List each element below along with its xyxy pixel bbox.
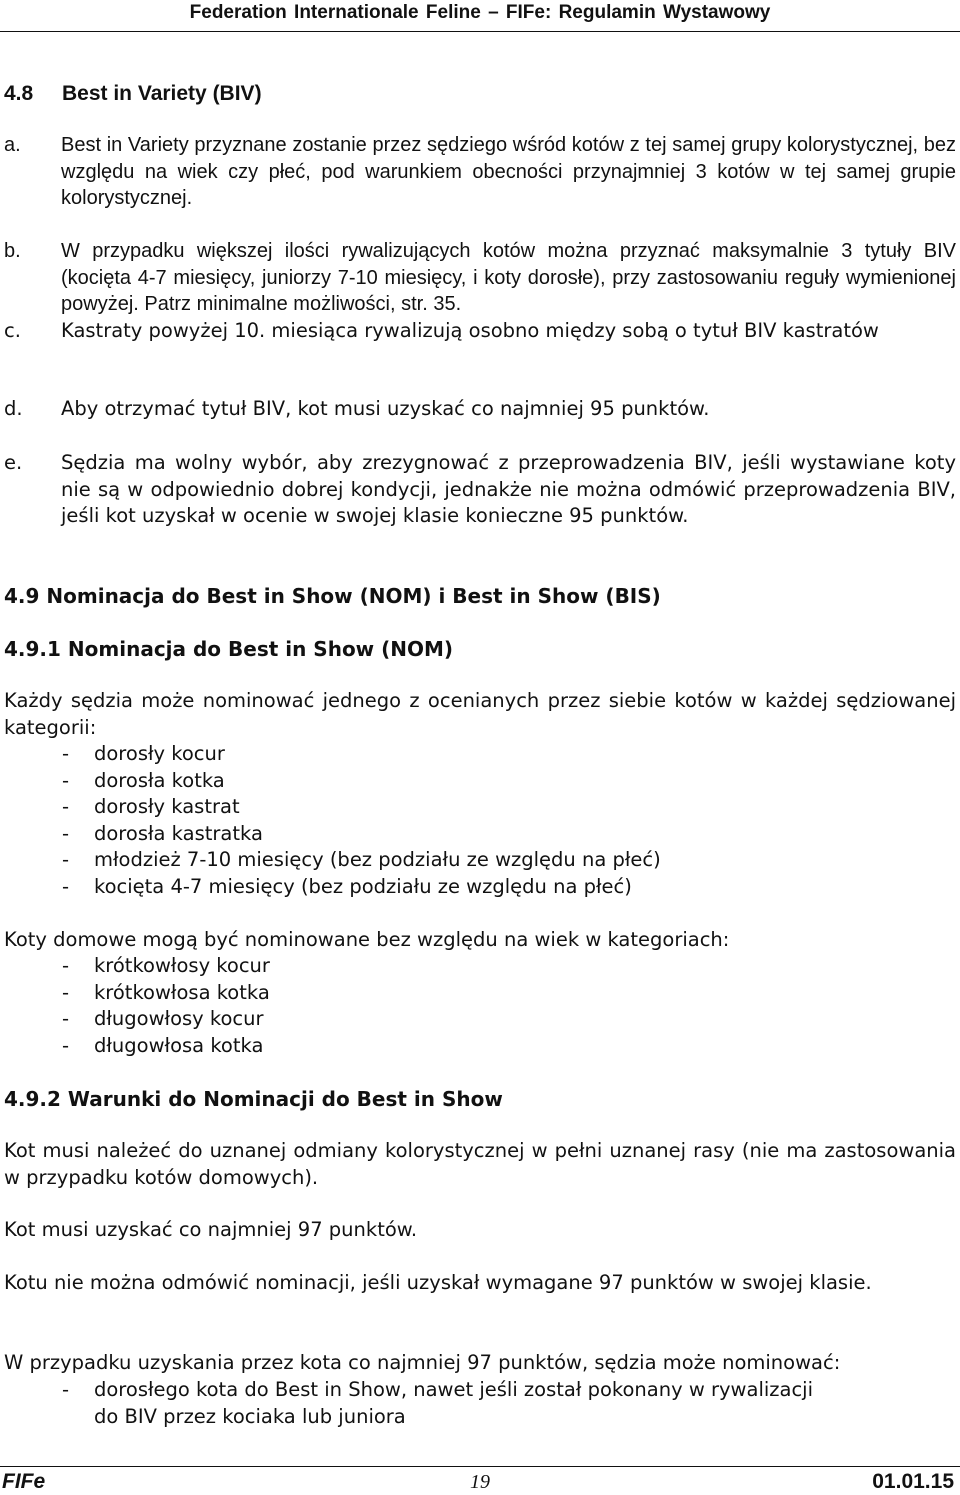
list-item [62, 980, 942, 1007]
category-text: dorosły kastrat [94, 795, 240, 818]
item-text: dorosłego kota do Best in Show, nawet jeśli został pokonany w rywalizacji do BIV przez kociaka lub juniora [94, 1378, 814, 1428]
paragraph: W przypadku uzyskania przez kota co najmniej 97 punktów, sędzia może nominować: [4, 1351, 841, 1374]
item-text: W przypadku większej ilości rywalizujących kotów można przyznać maksymalnie 3 tytuły BIV (kocięta 4-7 miesięcy, juniorzy 7-10 miesięcy, i koty dorosłe), przy zastosowaniu reguły wymienionej powyżej. Patrz minimalne możliwości, str. 35. [61, 240, 956, 315]
list-item-c [4, 318, 956, 345]
domestic-intro: Koty domowe mogą być nominowane bez względu na wiek w kategoriach: [4, 928, 730, 951]
category-text: długowłosa kotka [94, 1033, 264, 1057]
category-text: dorosła kastratka [94, 821, 263, 845]
section-4-9-2-heading: 4.9.2 Warunki do Nominacji do Best in Show [4, 1087, 503, 1111]
category-text: dorosły kocur [94, 742, 225, 765]
nominations-intro: Każdy sędzia może nominować jednego z ocenianych przez siebie kotów w każdej sędziowanej kategorii: [4, 689, 956, 739]
dash-bullet: - [62, 1378, 70, 1401]
dash-bullet: - [62, 1033, 70, 1057]
paragraph: Kot musi uzyskać co najmniej 97 punktów. [4, 1218, 418, 1241]
list-item [62, 794, 942, 821]
dash-bullet: - [62, 768, 70, 792]
page-number: 19 [470, 1471, 490, 1493]
header-divider [0, 31, 960, 32]
section-4-9-1-heading: 4.9.1 Nominacja do Best in Show (NOM) [4, 637, 454, 661]
list-item [62, 874, 942, 901]
page-footer [0, 1469, 960, 1495]
item-text: Best in Variety przyznane zostanie przez sędziego wśród kotów z tej samej grupy kolorystycznej, bez względu na wiek czy płeć, pod warunkiem obecności przynajmniej 3 kotów w tej samej grupie kolorystycznej. [61, 134, 956, 209]
list-item [62, 1033, 942, 1060]
item-text: Aby otrzymać tytuł BIV, kot musi uzyskać co najmniej 95 punktów. [61, 397, 710, 420]
dash-bullet: - [62, 1007, 70, 1030]
dash-bullet: - [62, 848, 70, 871]
section-number: 4.8 [4, 82, 34, 105]
category-text: kocięta 4-7 miesięcy (bez podziału ze względu na płeć) [94, 874, 632, 898]
list-item-a [4, 132, 956, 212]
dash-bullet: - [62, 742, 70, 765]
item-label: b. [4, 240, 21, 262]
list-item [62, 1006, 942, 1033]
paragraph: Kotu nie można odmówić nominacji, jeśli uzyskał wymagane 97 punktów w swojej klasie. [4, 1271, 872, 1294]
domestic-category-list [62, 953, 942, 1059]
list-item [62, 953, 942, 980]
footer-divider [0, 1466, 960, 1467]
section-title: Best in Variety (BIV) [62, 82, 262, 105]
category-text: krótkowłosa kotka [94, 980, 270, 1004]
dash-bullet: - [62, 954, 70, 977]
dash-bullet: - [62, 874, 70, 898]
list-item [62, 1377, 822, 1430]
category-text: młodzież 7-10 miesięcy (bez podziału ze względu na płeć) [94, 848, 661, 871]
list-item-d [4, 396, 956, 423]
paragraph: Kot musi należeć do uznanej odmiany kolorystycznej w pełni uznanej rasy (nie ma zastosowania w przypadku kotów domowych). [4, 1139, 956, 1189]
item-text: Sędzia ma wolny wybór, aby zrezygnować z przeprowadzenia BIV, jeśli wystawiane koty nie są w odpowiednio dobrej kondycji, jednakże nie można odmówić przeprowadzenia BIV, jeśli kot uzyskał w ocenie w swojej klasie konieczne 95 punktów. [61, 451, 956, 527]
footer-date: 01.01.15 [872, 1470, 954, 1493]
item-label: e. [4, 451, 23, 474]
category-text: długowłosy kocur [94, 1007, 264, 1030]
list-item-e [4, 450, 956, 530]
item-label: a. [4, 134, 21, 156]
page-header: Federation Internationale Feline – FIFe: Regulamin Wystawowy [189, 2, 771, 23]
list-item [62, 768, 942, 795]
list-item [62, 847, 942, 874]
list-item [62, 741, 942, 768]
dash-bullet: - [62, 795, 70, 818]
dash-bullet: - [62, 980, 70, 1004]
item-text: Kastraty powyżej 10. miesiąca rywalizują osobno między sobą o tytuł BIV kastratów [61, 319, 879, 342]
list-item-b [4, 238, 956, 318]
category-text: krótkowłosy kocur [94, 954, 270, 977]
section-4-9-heading: 4.9 Nominacja do Best in Show (NOM) i Best in Show (BIS) [4, 584, 661, 608]
nomination-list [62, 1377, 822, 1430]
item-label: c. [4, 319, 21, 342]
list-item [62, 821, 942, 848]
category-list [62, 741, 942, 900]
footer-org: FIFe [2, 1470, 46, 1493]
dash-bullet: - [62, 821, 70, 845]
category-text: dorosła kotka [94, 768, 225, 792]
item-label: d. [4, 397, 23, 420]
section-4-8-heading [4, 80, 262, 108]
